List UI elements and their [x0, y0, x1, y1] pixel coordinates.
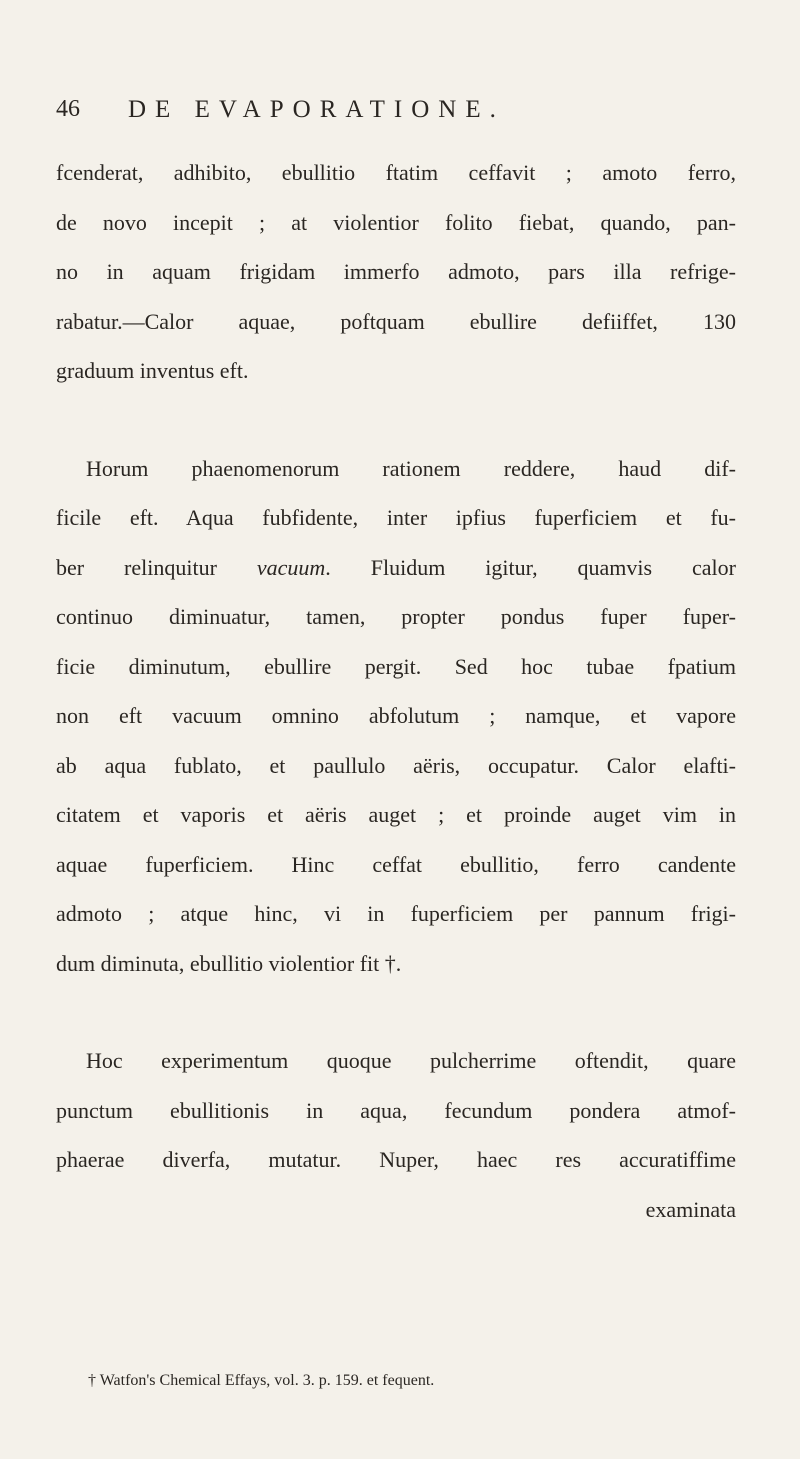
catchword: examinata — [645, 1196, 736, 1222]
body-text — [56, 148, 736, 1234]
text-line: aquae fuperficiem. Hinc ceffat ebullitio, ferro candente — [56, 851, 736, 877]
text-line: punctum ebullitionis in aqua, fecundum pondera atmof- — [56, 1097, 736, 1123]
paragraph-gap — [56, 988, 736, 1036]
paragraph-gap — [56, 396, 736, 444]
text-line: continuo diminuatur, tamen, propter pondus fuper fuper- — [56, 604, 736, 629]
text-line: graduum inventus eft. — [56, 358, 249, 383]
page-number: 46 — [56, 96, 80, 122]
text-line: phaerae diverfa, mutatur. Nuper, haec res accuratiffime — [56, 1147, 736, 1172]
text-line: ficile eft. Aqua fubfidente, inter ipfius fuperficiem et fu- — [56, 505, 736, 530]
text-line: ab aqua fublato, et paullulo aëris, occupatur. Calor elafti- — [56, 752, 736, 778]
paragraph-2 — [56, 444, 736, 989]
text-line: rabatur.—Calor aquae, poftquam ebullire defiiffet, 130 — [56, 308, 736, 334]
text-line: ber relinquitur vacuum. Fluidum igitur, quamvis calor — [56, 554, 736, 580]
text-line: dum diminuta, ebullitio violentior fit †. — [56, 950, 402, 976]
text-line: no in aquam frigidam immerfo admoto, pars illa refrige- — [56, 259, 736, 284]
text-line: fcenderat, adhibito, ebullitio ftatim ceffavit ; amoto ferro, — [56, 160, 736, 185]
text-line: citatem et vaporis et aëris auget ; et proinde auget vim in — [56, 802, 736, 827]
running-title: DE EVAPORATIONE. — [128, 96, 505, 123]
text-line: Hoc experimentum quoque pulcherrime oftendit, quare — [86, 1048, 736, 1073]
text-line: ficie diminutum, ebullire pergit. Sed hoc tubae fpatium — [56, 653, 736, 679]
text-line: admoto ; atque hinc, vi in fuperficiem per pannum frigi- — [56, 901, 736, 926]
paragraph-3 — [56, 1036, 736, 1234]
page-header — [0, 96, 800, 136]
text-line: non eft vacuum omnino abfolutum ; namque, et vapore — [56, 703, 736, 728]
text-line: de novo incepit ; at violentior folito fiebat, quando, pan- — [56, 209, 736, 235]
footnote: † Watfon's Chemical Effays, vol. 3. p. 159. et fequent. — [88, 1372, 435, 1389]
text-line: Horum phaenomenorum rationem reddere, haud dif- — [86, 455, 736, 481]
paragraph-1 — [56, 148, 736, 396]
